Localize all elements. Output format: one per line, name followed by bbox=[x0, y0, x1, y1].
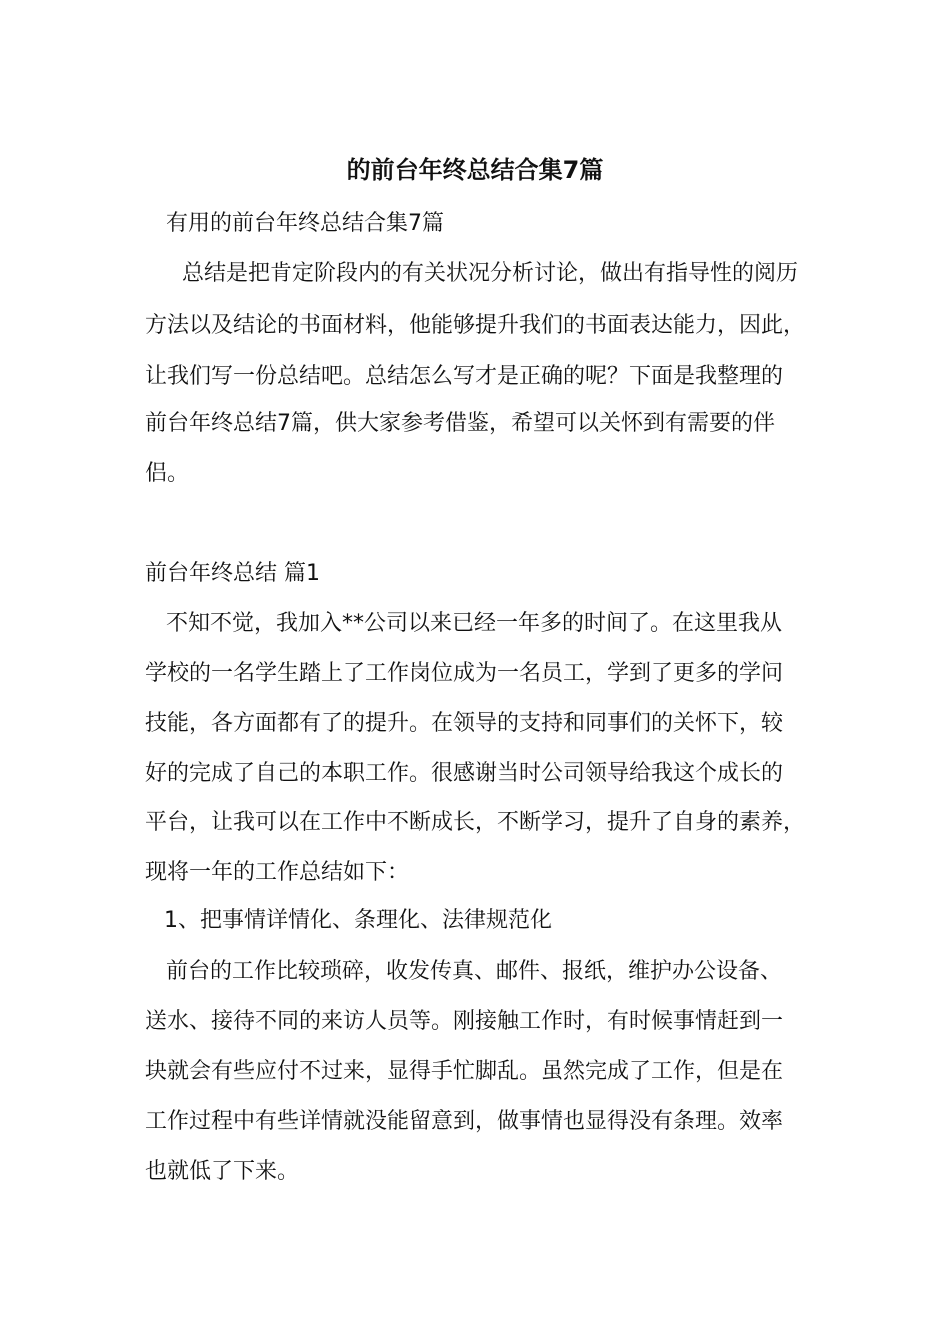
item-para-line: 工作过程中有些详情就没能留意到，做事情也显得没有条理。效率 bbox=[145, 1109, 784, 1134]
document-subtitle: 有用的前台年终总结合集7篇 bbox=[166, 211, 444, 236]
item-heading: 1、把事情详情化、条理化、法律规范化 bbox=[164, 908, 552, 933]
section-para-line: 平台，让我可以在工作中不断成长，不断学习，提升了自身的素养， bbox=[145, 810, 806, 835]
section-heading: 前台年终总结 篇1 bbox=[145, 561, 320, 586]
section-para-line: 技能，各方面都有了的提升。在领导的支持和同事们的关怀下，较 bbox=[145, 711, 784, 736]
item-para-line: 送水、接待不同的来访人员等。刚接触工作时，有时候事情赶到一 bbox=[145, 1009, 784, 1034]
intro-line: 侣。 bbox=[145, 461, 190, 486]
item-para-line: 也就低了下来。 bbox=[145, 1159, 300, 1184]
section-para-line: 学校的一名学生踏上了工作岗位成为一名员工，学到了更多的学问 bbox=[145, 661, 784, 686]
intro-line: 前台年终总结7篇，供大家参考借鉴，希望可以关怀到有需要的伴 bbox=[145, 411, 775, 436]
intro-line: 方法以及结论的书面材料，他能够提升我们的书面表达能力，因此， bbox=[145, 313, 806, 338]
section-para-line: 现将一年的工作总结如下： bbox=[145, 860, 410, 885]
intro-line: 总结是把肯定阶段内的有关状况分析讨论，做出有指导性的阅历 bbox=[182, 261, 799, 286]
intro-line: 让我们写一份总结吧。总结怎么写才是正确的呢？下面是我整理的 bbox=[145, 364, 784, 389]
section-para-line: 好的完成了自己的本职工作。很感谢当时公司领导给我这个成长的 bbox=[145, 761, 784, 786]
item-para-line: 前台的工作比较琐碎，收发传真、邮件、报纸，维护办公设备、 bbox=[166, 959, 783, 984]
item-para-line: 块就会有些应付不过来，显得手忙脚乱。虽然完成了工作，但是在 bbox=[145, 1059, 784, 1084]
section-para-line: 不知不觉，我加入**公司以来已经一年多的时间了。在这里我从 bbox=[166, 611, 783, 636]
document-title: 的前台年终总结合集7篇 bbox=[346, 156, 604, 184]
